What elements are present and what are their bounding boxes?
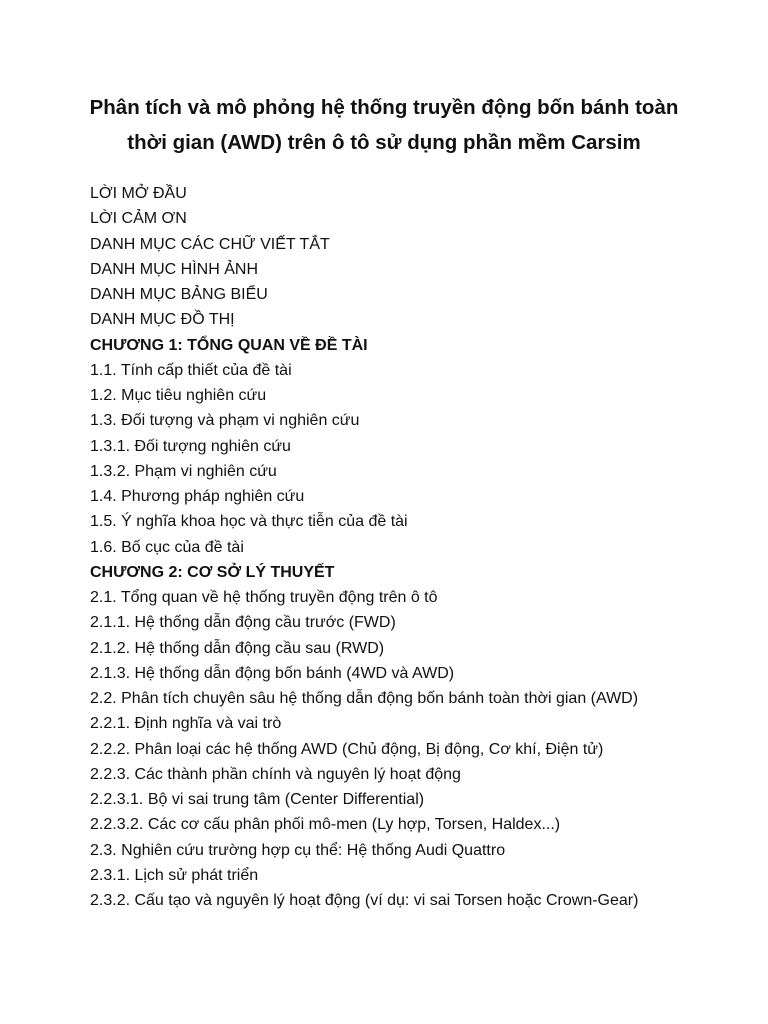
toc-item: 1.1. Tính cấp thiết của đề tài: [90, 361, 292, 379]
toc-chapter-heading: CHƯƠNG 2: CƠ SỞ LÝ THUYẾT: [90, 563, 335, 581]
table-of-contents: [90, 181, 730, 913]
toc-item: 2.2.3. Các thành phần chính và nguyên lý hoạt động: [90, 765, 461, 783]
toc-item: LỜI CẢM ƠN: [90, 210, 187, 228]
toc-item: 2.2.3.1. Bộ vi sai trung tâm (Center Differential): [90, 791, 425, 808]
toc-item: 1.6. Bố cục của đề tài: [90, 538, 244, 556]
toc-item: 1.3. Đối tượng và phạm vi nghiên cứu: [90, 412, 360, 430]
toc-item: 2.2. Phân tích chuyên sâu hệ thống dẫn động bốn bánh toàn thời gian (AWD): [90, 690, 639, 707]
toc-item: 2.1. Tổng quan về hệ thống truyền động trên ô tô: [90, 589, 438, 606]
toc-item: 2.2.1. Định nghĩa và vai trò: [90, 715, 282, 733]
toc-item: DANH MỤC ĐỒ THỊ: [90, 311, 235, 329]
document-title: [60, 90, 708, 160]
toc-item: 2.1.1. Hệ thống dẫn động cầu trước (FWD): [90, 614, 396, 632]
toc-item: 1.3.2. Phạm vi nghiên cứu: [90, 462, 277, 480]
toc-item: 1.3.1. Đối tượng nghiên cứu: [90, 437, 291, 455]
toc-item: 2.1.2. Hệ thống dẫn động cầu sau (RWD): [90, 639, 385, 657]
toc-item: LỜI MỞ ĐẦU: [90, 185, 187, 202]
toc-item: 2.2.2. Phân loại các hệ thống AWD (Chủ động, Bị động, Cơ khí, Điện tử): [90, 740, 604, 758]
toc-item: DANH MỤC HÌNH ẢNH: [90, 260, 258, 278]
toc-item: DANH MỤC BẢNG BIỂU: [90, 286, 268, 303]
toc-item: 1.2. Mục tiêu nghiên cứu: [90, 387, 267, 404]
toc-item: 1.4. Phương pháp nghiên cứu: [90, 488, 305, 505]
toc-item: 1.5. Ý nghĩa khoa học và thực tiễn của đề tài: [90, 513, 408, 531]
document-title-line-1: Phân tích và mô phỏng hệ thống truyền động bốn bánh toàn: [89, 96, 679, 119]
toc-item: 2.1.3. Hệ thống dẫn động bốn bánh (4WD và AWD): [90, 664, 455, 682]
toc-item: 2.3. Nghiên cứu trường hợp cụ thể: Hệ thống Audi Quattro: [90, 841, 506, 859]
document-title-line-2: thời gian (AWD) trên ô tô sử dụng phần mềm Carsim: [127, 131, 641, 154]
toc-item: 2.3.2. Cấu tạo và nguyên lý hoạt động (ví dụ: vi sai Torsen hoặc Crown-Gear): [90, 892, 639, 909]
toc-chapter-heading: CHƯƠNG 1: TỔNG QUAN VỀ ĐỀ TÀI: [90, 336, 368, 354]
toc-item: 2.2.3.2. Các cơ cấu phân phối mô-men (Ly hợp, Torsen, Haldex...): [90, 816, 561, 834]
toc-item: 2.3.1. Lịch sử phát triển: [90, 866, 259, 884]
toc-item: DANH MỤC CÁC CHỮ VIẾT TẮT: [90, 235, 330, 253]
